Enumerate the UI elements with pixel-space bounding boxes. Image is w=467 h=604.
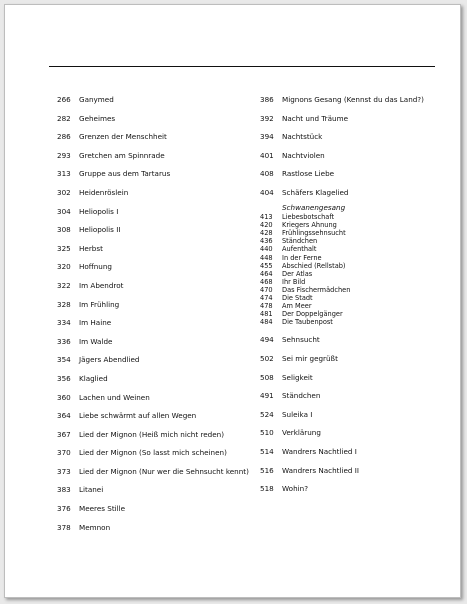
cycle-list <box>260 213 460 326</box>
page-number: 474 <box>260 294 273 302</box>
index-entry <box>260 184 460 203</box>
cycle-entry <box>260 254 460 262</box>
page-number: 383 <box>57 485 71 495</box>
index-entry <box>260 369 460 388</box>
page-number: 322 <box>57 280 71 290</box>
page-number: 484 <box>260 318 273 327</box>
page-number: 328 <box>57 299 71 309</box>
page-number: 313 <box>57 169 71 179</box>
right-top-list <box>260 91 460 203</box>
page-number: 481 <box>260 310 273 319</box>
song-title: Meeres Stille <box>79 504 126 514</box>
index-entry <box>57 426 257 445</box>
song-title: Lied der Mignon (So lasst mich scheinen) <box>79 448 227 458</box>
index-entry <box>57 240 257 259</box>
song-title: Geheimes <box>79 113 116 123</box>
song-title: Heliopolis I <box>79 206 119 216</box>
page-number: 470 <box>260 285 273 294</box>
index-entry <box>57 165 257 184</box>
song-title: Memnon <box>79 522 111 532</box>
page-number: 360 <box>57 392 71 402</box>
page-number: 308 <box>57 225 71 235</box>
song-title: Grenzen der Menschheit <box>79 132 167 142</box>
cycle-title: Schwanengesang <box>282 202 346 212</box>
song-title: Im Frühling <box>79 299 120 309</box>
song-title: Abschied (Rellstab) <box>282 261 346 270</box>
page-number: 286 <box>57 132 71 142</box>
page-number: 373 <box>57 466 71 476</box>
song-title: Jägers Abendlied <box>79 355 140 365</box>
page-number: 354 <box>57 355 71 365</box>
index-entry <box>57 314 257 333</box>
index-right-column <box>260 91 460 499</box>
index-entry <box>260 443 460 462</box>
song-title: Frühlingssehnsucht <box>282 229 346 238</box>
index-entry <box>57 481 257 500</box>
page-number: 367 <box>57 429 71 439</box>
song-title: Herbst <box>79 243 103 253</box>
page-number: 478 <box>260 302 273 311</box>
song-title: Aufenthalt <box>282 245 317 254</box>
index-entry <box>260 147 460 166</box>
index-entry <box>57 519 257 538</box>
song-title: Mignons Gesang (Kennst du das Land?) <box>282 95 424 104</box>
cycle-entry <box>260 237 460 245</box>
song-title: Nacht und Träume <box>282 113 349 123</box>
cycle-entry <box>260 310 460 318</box>
song-title: Gretchen am Spinnrade <box>79 150 165 160</box>
song-title: Lachen und Weinen <box>79 392 150 402</box>
page-number: 386 <box>260 95 274 104</box>
page-number: 508 <box>260 372 274 382</box>
page-number: 401 <box>260 150 274 160</box>
index-entry <box>260 406 460 425</box>
index-entry <box>260 331 460 350</box>
index-entry <box>57 407 257 426</box>
page-number: 491 <box>260 391 274 401</box>
index-entry <box>57 221 257 240</box>
page-number: 302 <box>57 187 71 197</box>
header-rule <box>49 66 435 67</box>
song-title: In der Ferne <box>282 253 322 262</box>
page-number: 428 <box>260 229 273 238</box>
song-title: Sehnsucht <box>282 335 320 345</box>
page <box>4 4 461 598</box>
cycle-entry <box>260 294 460 302</box>
song-title: Der Doppelgänger <box>282 310 343 319</box>
index-entry <box>57 500 257 519</box>
cycle-entry <box>260 302 460 310</box>
page-number: 440 <box>260 245 273 254</box>
song-title: Ständchen <box>282 391 321 401</box>
page-number: 516 <box>260 465 274 475</box>
cycle-entry <box>260 318 460 326</box>
page-number: 494 <box>260 335 274 345</box>
song-title: Heidenröslein <box>79 187 129 197</box>
index-entry <box>57 333 257 352</box>
index-entry <box>57 110 257 129</box>
page-number: 518 <box>260 484 274 494</box>
page-number: 468 <box>260 277 273 286</box>
index-entry <box>57 389 257 408</box>
song-title: Die Taubenpost <box>282 318 333 327</box>
page-number: 378 <box>57 522 71 532</box>
page-number: 376 <box>57 504 71 514</box>
right-bottom-list <box>260 331 460 498</box>
page-number: 266 <box>57 95 71 104</box>
index-entry <box>57 184 257 203</box>
index-entry <box>260 424 460 443</box>
page-number: 392 <box>260 113 274 123</box>
page-number: 356 <box>57 373 71 383</box>
cycle-entry <box>260 262 460 270</box>
song-title: Die Stadt <box>282 294 313 302</box>
cycle-entry <box>260 221 460 229</box>
index-entry <box>260 128 460 147</box>
index-entry <box>260 462 460 481</box>
index-entry <box>57 203 257 222</box>
index-entry <box>57 296 257 315</box>
page-number: 408 <box>260 169 274 179</box>
index-entry <box>260 387 460 406</box>
song-title: Lied der Mignon (Heiß mich nicht reden) <box>79 429 225 439</box>
index-entry <box>260 480 460 499</box>
index-left-column <box>57 91 257 537</box>
page-number: 455 <box>260 261 273 270</box>
song-title: Der Atlas <box>282 269 313 278</box>
song-title: Klaglied <box>79 373 108 383</box>
index-entry <box>260 91 460 110</box>
cycle-entry <box>260 229 460 237</box>
index-entry <box>57 444 257 463</box>
index-entry <box>57 351 257 370</box>
song-title: Ständchen <box>282 237 318 246</box>
page-number: 448 <box>260 253 273 262</box>
cycle-entry <box>260 213 460 221</box>
song-title: Liebe schwärmt auf allen Wegen <box>79 411 197 421</box>
song-title: Verklärung <box>282 428 321 438</box>
page-number: 336 <box>57 336 71 346</box>
page-number: 370 <box>57 448 71 458</box>
song-title: Seligkeit <box>282 372 313 382</box>
song-title: Wohin? <box>282 484 309 494</box>
index-entry <box>57 277 257 296</box>
song-title: Nachtviolen <box>282 150 325 160</box>
song-title: Gruppe aus dem Tartarus <box>79 169 171 179</box>
song-title: Sei mir gegrüßt <box>282 353 338 363</box>
song-title: Heliopolis II <box>79 225 121 235</box>
song-title: Im Walde <box>79 336 113 346</box>
song-title: Liebesbotschaft <box>282 213 335 222</box>
page-number: 394 <box>260 132 274 142</box>
index-entry <box>57 258 257 277</box>
index-entry <box>57 370 257 389</box>
page-number: 325 <box>57 243 71 253</box>
song-title: Litanei <box>79 485 104 495</box>
page-number: 404 <box>260 187 274 197</box>
song-title: Suleika I <box>282 409 313 419</box>
page-number: 436 <box>260 237 273 246</box>
song-title: Im Abendrot <box>79 280 124 290</box>
song-title: Rastlose Liebe <box>282 169 335 179</box>
page-number: 502 <box>260 353 274 363</box>
song-title: Kriegers Ahnung <box>282 221 337 230</box>
index-entry <box>260 350 460 369</box>
page-number: 514 <box>260 446 274 456</box>
page-number: 464 <box>260 269 273 278</box>
song-title: Das Fischermädchen <box>282 285 351 294</box>
song-title: Ganymed <box>79 95 114 104</box>
song-title: Hoffnung <box>79 262 112 272</box>
page-number: 293 <box>57 150 71 160</box>
index-entry <box>260 165 460 184</box>
cycle-entry <box>260 286 460 294</box>
page-number: 334 <box>57 318 71 328</box>
index-entry <box>57 463 257 482</box>
page-number: 413 <box>260 213 273 222</box>
index-entry <box>57 128 257 147</box>
index-entry <box>260 110 460 129</box>
page-number: 510 <box>260 428 274 438</box>
cycle-entry <box>260 278 460 286</box>
song-title: Schäfers Klagelied <box>282 187 349 197</box>
song-title: Ihr Bild <box>282 277 306 286</box>
cycle-entry <box>260 245 460 253</box>
index-entry <box>57 91 257 110</box>
page-number: 524 <box>260 409 274 419</box>
song-title: Wandrers Nachtlied II <box>282 465 359 475</box>
page-number: 304 <box>57 206 71 216</box>
song-title: Wandrers Nachtlied I <box>282 446 357 456</box>
song-title: Am Meer <box>282 302 312 311</box>
page-number: 282 <box>57 113 71 123</box>
cycle-entry <box>260 270 460 278</box>
index-entry <box>57 147 257 166</box>
song-title: Im Haine <box>79 318 112 328</box>
page-number: 320 <box>57 262 71 272</box>
song-title: Nachtstück <box>282 132 323 142</box>
page-number: 420 <box>260 221 273 230</box>
song-title: Lied der Mignon (Nur wer die Sehnsucht kennt) <box>79 466 249 476</box>
page-number: 364 <box>57 411 71 421</box>
